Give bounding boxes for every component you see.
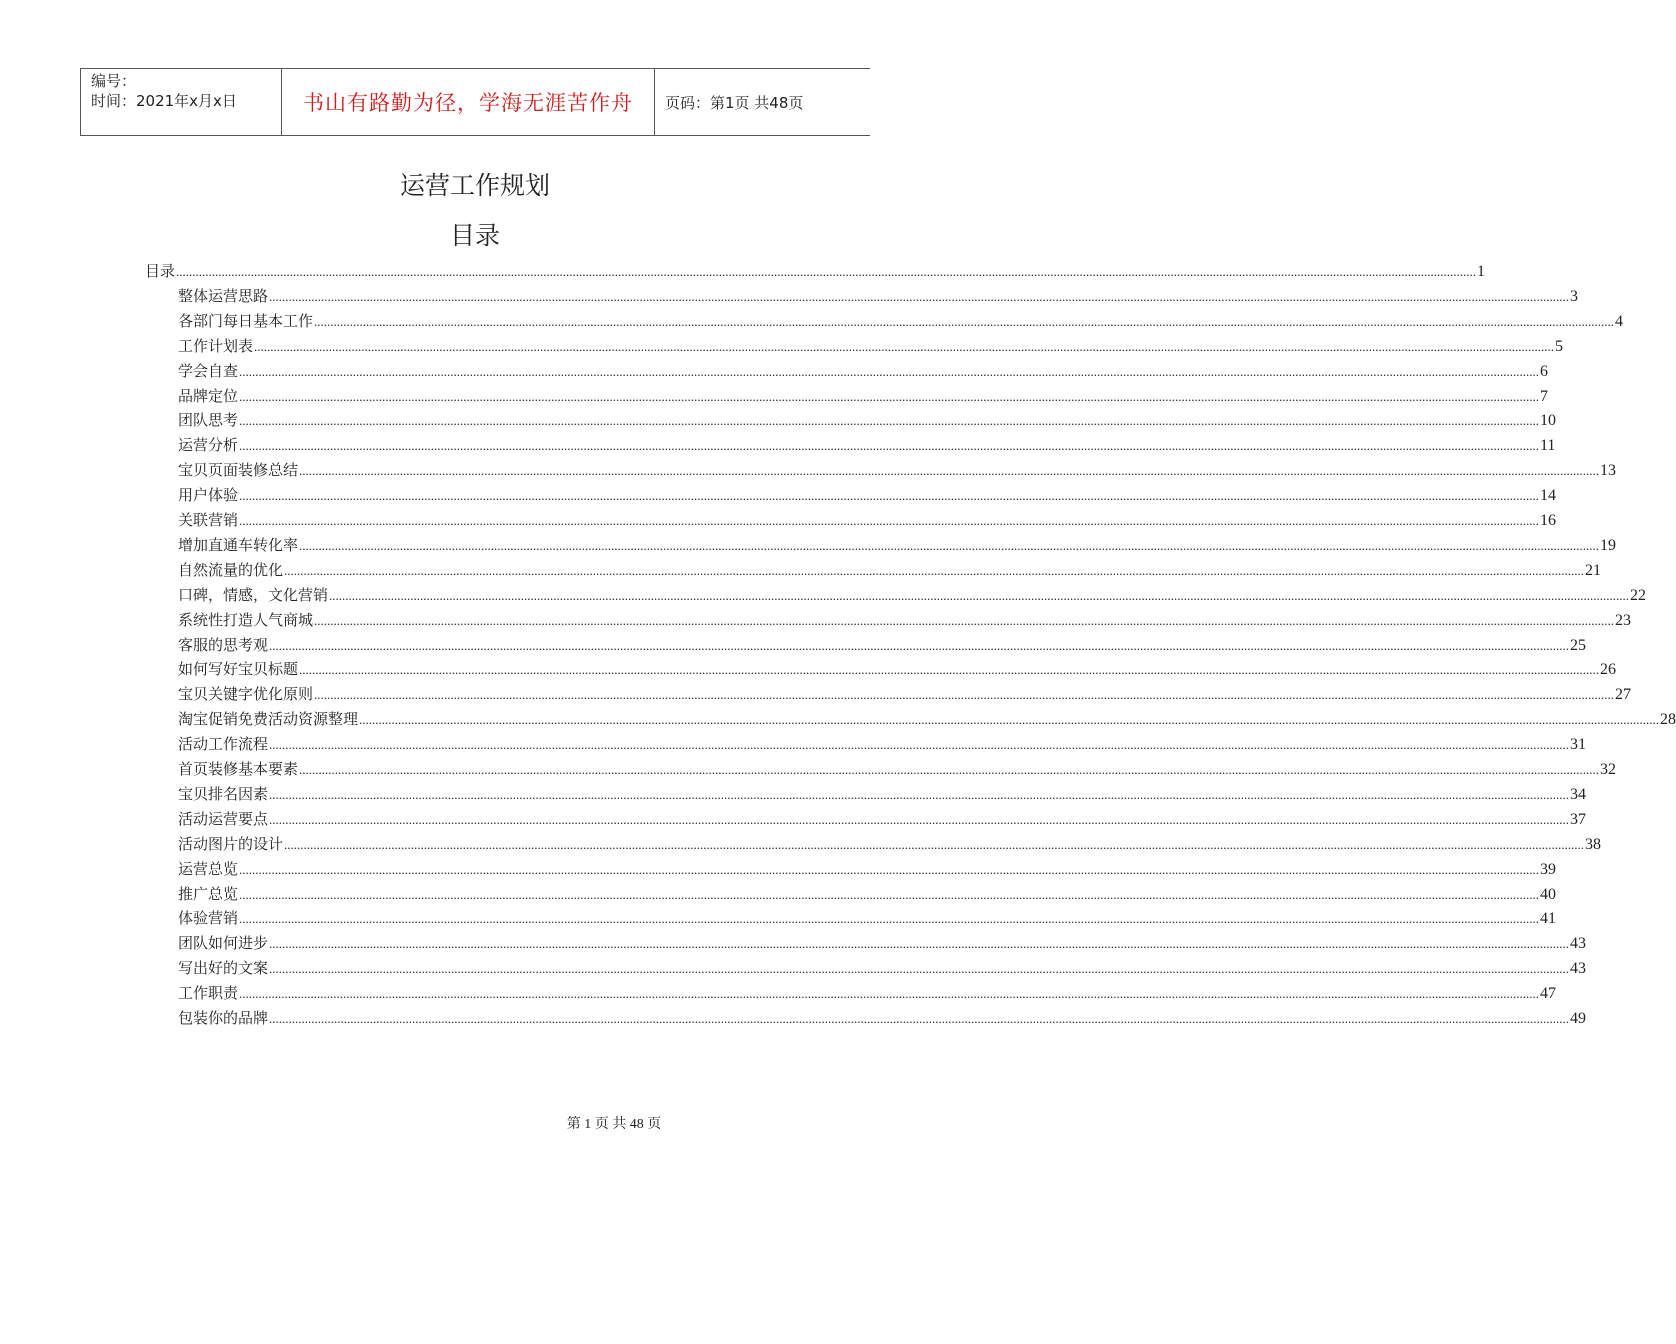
toc-leader-dots: ................................................................................................................................................................................................................................................................................................................................................................................................................ bbox=[299, 662, 1600, 678]
toc-entry[interactable] bbox=[178, 833, 1602, 853]
page-footer: 第 1 页 共 48 页 bbox=[566, 1117, 662, 1132]
toc-leader-dots: ................................................................................................................................................................................................................................................................................................................................................................................................................ bbox=[239, 886, 1540, 902]
toc-entry-label: 整体运营思路 bbox=[178, 286, 269, 305]
toc-entry-label: 品牌定位 bbox=[178, 386, 239, 405]
toc-leader-dots: ................................................................................................................................................................................................................................................................................................................................................................................................................ bbox=[314, 612, 1615, 628]
toc-leader-dots: ................................................................................................................................................................................................................................................................................................................................................................................................................ bbox=[329, 587, 1630, 603]
toc-entry-label: 口碑，情感，文化营销 bbox=[178, 585, 329, 604]
toc-entry[interactable] bbox=[178, 907, 1557, 928]
toc-entry-page: 4 bbox=[1615, 312, 1624, 330]
toc-leader-dots: ................................................................................................................................................................................................................................................................................................................................................................................................................ bbox=[269, 961, 1570, 977]
toc-leader-dots: ................................................................................................................................................................................................................................................................................................................................................................................................................ bbox=[269, 811, 1570, 827]
toc-leader-dots: ................................................................................................................................................................................................................................................................................................................................................................................................................ bbox=[299, 762, 1600, 777]
toc-entry[interactable] bbox=[178, 484, 1557, 505]
document-number-label: 编号： bbox=[91, 72, 137, 90]
toc-leader-dots: ................................................................................................................................................................................................................................................................................................................................................................................................................ bbox=[239, 861, 1540, 877]
toc-entry[interactable] bbox=[178, 932, 1587, 953]
toc-entry-label: 增加直通车转化率 bbox=[178, 535, 299, 554]
toc-leader-dots: ................................................................................................................................................................................................................................................................................................................................................................................................................ bbox=[269, 737, 1570, 753]
toc-leader-dots: ................................................................................................................................................................................................................................................................................................................................................................................................................ bbox=[239, 413, 1540, 429]
toc-entry-label: 目录 bbox=[145, 262, 176, 280]
toc-entry-label: 客服的思考观 bbox=[178, 635, 269, 654]
toc-entry-label: 宝贝关键字优化原则 bbox=[178, 685, 314, 704]
toc-entry-page: 38 bbox=[1585, 835, 1602, 853]
toc-entry-page: 7 bbox=[1540, 387, 1549, 405]
toc-entry-label: 自然流量的优化 bbox=[178, 560, 284, 579]
toc-entry-page: 32 bbox=[1600, 761, 1617, 778]
toc-entry-page: 3 bbox=[1570, 287, 1579, 305]
toc-entry-label: 淘宝促销免费活动资源整理 bbox=[178, 710, 359, 729]
toc-entry-page: 43 bbox=[1570, 960, 1587, 978]
toc-entry-page: 28 bbox=[1660, 711, 1676, 729]
toc-entry[interactable] bbox=[178, 758, 1617, 778]
toc-entry-page: 16 bbox=[1540, 512, 1557, 529]
toc-entry-page: 37 bbox=[1570, 810, 1587, 828]
toc-entry[interactable] bbox=[178, 285, 1579, 305]
toc-leader-dots: ................................................................................................................................................................................................................................................................................................................................................................................................................ bbox=[239, 986, 1540, 1002]
toc-entry-page: 27 bbox=[1615, 686, 1632, 704]
toc-entry-page: 13 bbox=[1600, 462, 1617, 480]
toc-leader-dots: ................................................................................................................................................................................................................................................................................................................................................................................................................ bbox=[269, 786, 1570, 802]
toc-entry-label: 宝贝页面装修总结 bbox=[178, 461, 299, 480]
toc-leader-dots: ................................................................................................................................................................................................................................................................................................................................................................................................................ bbox=[239, 911, 1540, 927]
header-motto: 书山有路勤为径，学海无涯苦作舟 bbox=[282, 69, 655, 135]
toc-entry[interactable] bbox=[178, 559, 1602, 579]
toc-entry-label: 首页装修基本要素 bbox=[178, 760, 299, 778]
toc-leader-dots: ................................................................................................................................................................................................................................................................................................................................................................................................................ bbox=[269, 1011, 1570, 1026]
toc-entry-label: 工作职责 bbox=[178, 984, 239, 1003]
toc-entry-label: 包装你的品牌 bbox=[178, 1009, 269, 1027]
toc-entry-label: 团队思考 bbox=[178, 411, 239, 430]
toc-entry-page: 40 bbox=[1540, 885, 1557, 903]
toc-entry[interactable] bbox=[178, 982, 1557, 1003]
toc-leader-dots: ................................................................................................................................................................................................................................................................................................................................................................................................................ bbox=[254, 338, 1555, 354]
toc-entry-page: 21 bbox=[1585, 561, 1602, 579]
toc-entry-label: 体验营销 bbox=[178, 909, 239, 928]
toc-entry-label: 工作计划表 bbox=[178, 336, 254, 355]
toc-entry-label: 活动工作流程 bbox=[178, 735, 269, 754]
toc-leader-dots: ................................................................................................................................................................................................................................................................................................................................................................................................................ bbox=[299, 537, 1600, 553]
toc-entry[interactable] bbox=[178, 584, 1647, 604]
document-time-label: 时间：2021年x月x日 bbox=[91, 92, 237, 110]
toc-leader-dots: ................................................................................................................................................................................................................................................................................................................................................................................................................ bbox=[314, 313, 1615, 329]
toc-entry-page: 47 bbox=[1540, 985, 1557, 1003]
toc-entry-page: 5 bbox=[1555, 337, 1564, 355]
toc-entry-page: 6 bbox=[1540, 362, 1549, 380]
toc-leader-dots: ................................................................................................................................................................................................................................................................................................................................................................................................................ bbox=[269, 637, 1570, 653]
toc-entry-page: 10 bbox=[1540, 412, 1557, 430]
toc-entry[interactable] bbox=[178, 1007, 1587, 1027]
toc-leader-dots: ................................................................................................................................................................................................................................................................................................................................................................................................................ bbox=[239, 388, 1540, 404]
header-table bbox=[80, 68, 870, 136]
toc-leader-dots: ................................................................................................................................................................................................................................................................................................................................................................................................................ bbox=[314, 687, 1615, 703]
toc-leader-dots: ................................................................................................................................................................................................................................................................................................................................................................................................................ bbox=[239, 438, 1540, 454]
toc-leader-dots: ................................................................................................................................................................................................................................................................................................................................................................................................................ bbox=[284, 562, 1585, 578]
toc-entry[interactable] bbox=[178, 957, 1587, 978]
document-title: 运营工作规划 bbox=[399, 171, 550, 200]
toc-leader-dots: ................................................................................................................................................................................................................................................................................................................................................................................................................ bbox=[359, 712, 1660, 728]
toc-entry-label: 推广总览 bbox=[178, 884, 239, 903]
toc-entry-page: 23 bbox=[1615, 611, 1632, 629]
toc-entry[interactable] bbox=[178, 459, 1617, 480]
toc-entry-label: 团队如何进步 bbox=[178, 934, 269, 953]
toc-leader-dots: ................................................................................................................................................................................................................................................................................................................................................................................................................ bbox=[239, 363, 1540, 379]
toc-entry-label: 系统性打造人气商城 bbox=[178, 610, 314, 629]
toc-entry[interactable] bbox=[178, 658, 1617, 679]
toc-entry[interactable] bbox=[178, 409, 1557, 430]
toc-entry-label: 各部门每日基本工作 bbox=[178, 311, 314, 330]
toc-entry-label: 写出好的文案 bbox=[178, 959, 269, 978]
toc-entry-page: 31 bbox=[1570, 736, 1587, 754]
toc-leader-dots: ................................................................................................................................................................................................................................................................................................................................................................................................................ bbox=[269, 936, 1570, 952]
toc-entry[interactable] bbox=[178, 733, 1587, 754]
toc-leader-dots: ................................................................................................................................................................................................................................................................................................................................................................................................................ bbox=[269, 288, 1570, 304]
toc-entry-page: 11 bbox=[1540, 437, 1556, 455]
toc-entry[interactable] bbox=[178, 534, 1617, 554]
toc-entry-page: 41 bbox=[1540, 910, 1557, 928]
header-page-info: 页码：第1页 共48页 bbox=[665, 93, 804, 112]
toc-leader-dots: ................................................................................................................................................................................................................................................................................................................................................................................................................ bbox=[239, 488, 1540, 504]
toc-entry-label: 运营总览 bbox=[178, 859, 239, 878]
toc-entry[interactable] bbox=[178, 335, 1564, 355]
header-meta-cell bbox=[81, 69, 282, 135]
toc-entry-label: 关联营销 bbox=[178, 511, 239, 529]
toc-entry-page: 34 bbox=[1570, 785, 1587, 803]
toc-entry-label: 宝贝排名因素 bbox=[178, 784, 269, 803]
toc-entry[interactable] bbox=[178, 708, 1676, 729]
toc-entry-page: 22 bbox=[1630, 586, 1647, 604]
toc-entry-page: 43 bbox=[1570, 935, 1587, 953]
toc-entry-page: 25 bbox=[1570, 636, 1587, 654]
toc-entry-label: 如何写好宝贝标题 bbox=[178, 660, 299, 679]
toc-entry[interactable] bbox=[178, 808, 1587, 828]
toc-entry-label: 学会自查 bbox=[178, 361, 239, 380]
toc-entry[interactable] bbox=[178, 310, 1624, 330]
toc-entry[interactable] bbox=[178, 683, 1632, 704]
toc-entry[interactable] bbox=[145, 260, 1486, 280]
toc-entry[interactable] bbox=[178, 434, 1556, 455]
toc-entry-page: 19 bbox=[1600, 536, 1617, 554]
toc-entry-label: 活动运营要点 bbox=[178, 809, 269, 828]
toc-leader-dots: ................................................................................................................................................................................................................................................................................................................................................................................................................ bbox=[299, 463, 1600, 479]
toc-entry[interactable] bbox=[178, 385, 1549, 405]
toc-heading: 目录 bbox=[449, 221, 500, 250]
toc-entry[interactable] bbox=[178, 634, 1587, 654]
toc-entry[interactable] bbox=[178, 783, 1587, 803]
toc-entry-page: 1 bbox=[1477, 263, 1486, 280]
toc-leader-dots: ................................................................................................................................................................................................................................................................................................................................................................................................................ bbox=[284, 836, 1585, 852]
toc-entry-label: 活动图片的设计 bbox=[178, 834, 284, 853]
toc-entry[interactable] bbox=[178, 509, 1557, 529]
toc-entry-page: 39 bbox=[1540, 860, 1557, 878]
toc-entry[interactable] bbox=[178, 609, 1632, 629]
toc-entry-page: 49 bbox=[1570, 1010, 1587, 1027]
toc-entry-page: 26 bbox=[1600, 661, 1617, 679]
toc-entry-page: 14 bbox=[1540, 487, 1557, 505]
toc-entry-label: 运营分析 bbox=[178, 436, 239, 455]
toc-leader-dots: ................................................................................................................................................................................................................................................................................................................................................................................................................ bbox=[239, 513, 1540, 528]
toc-entry-label: 用户体验 bbox=[178, 486, 239, 505]
toc-entry[interactable] bbox=[178, 360, 1549, 380]
toc-leader-dots: ................................................................................................................................................................................................................................................................................................................................................................................................................ bbox=[176, 264, 1477, 279]
toc-entry[interactable] bbox=[178, 883, 1557, 903]
toc-entry[interactable] bbox=[178, 858, 1557, 878]
